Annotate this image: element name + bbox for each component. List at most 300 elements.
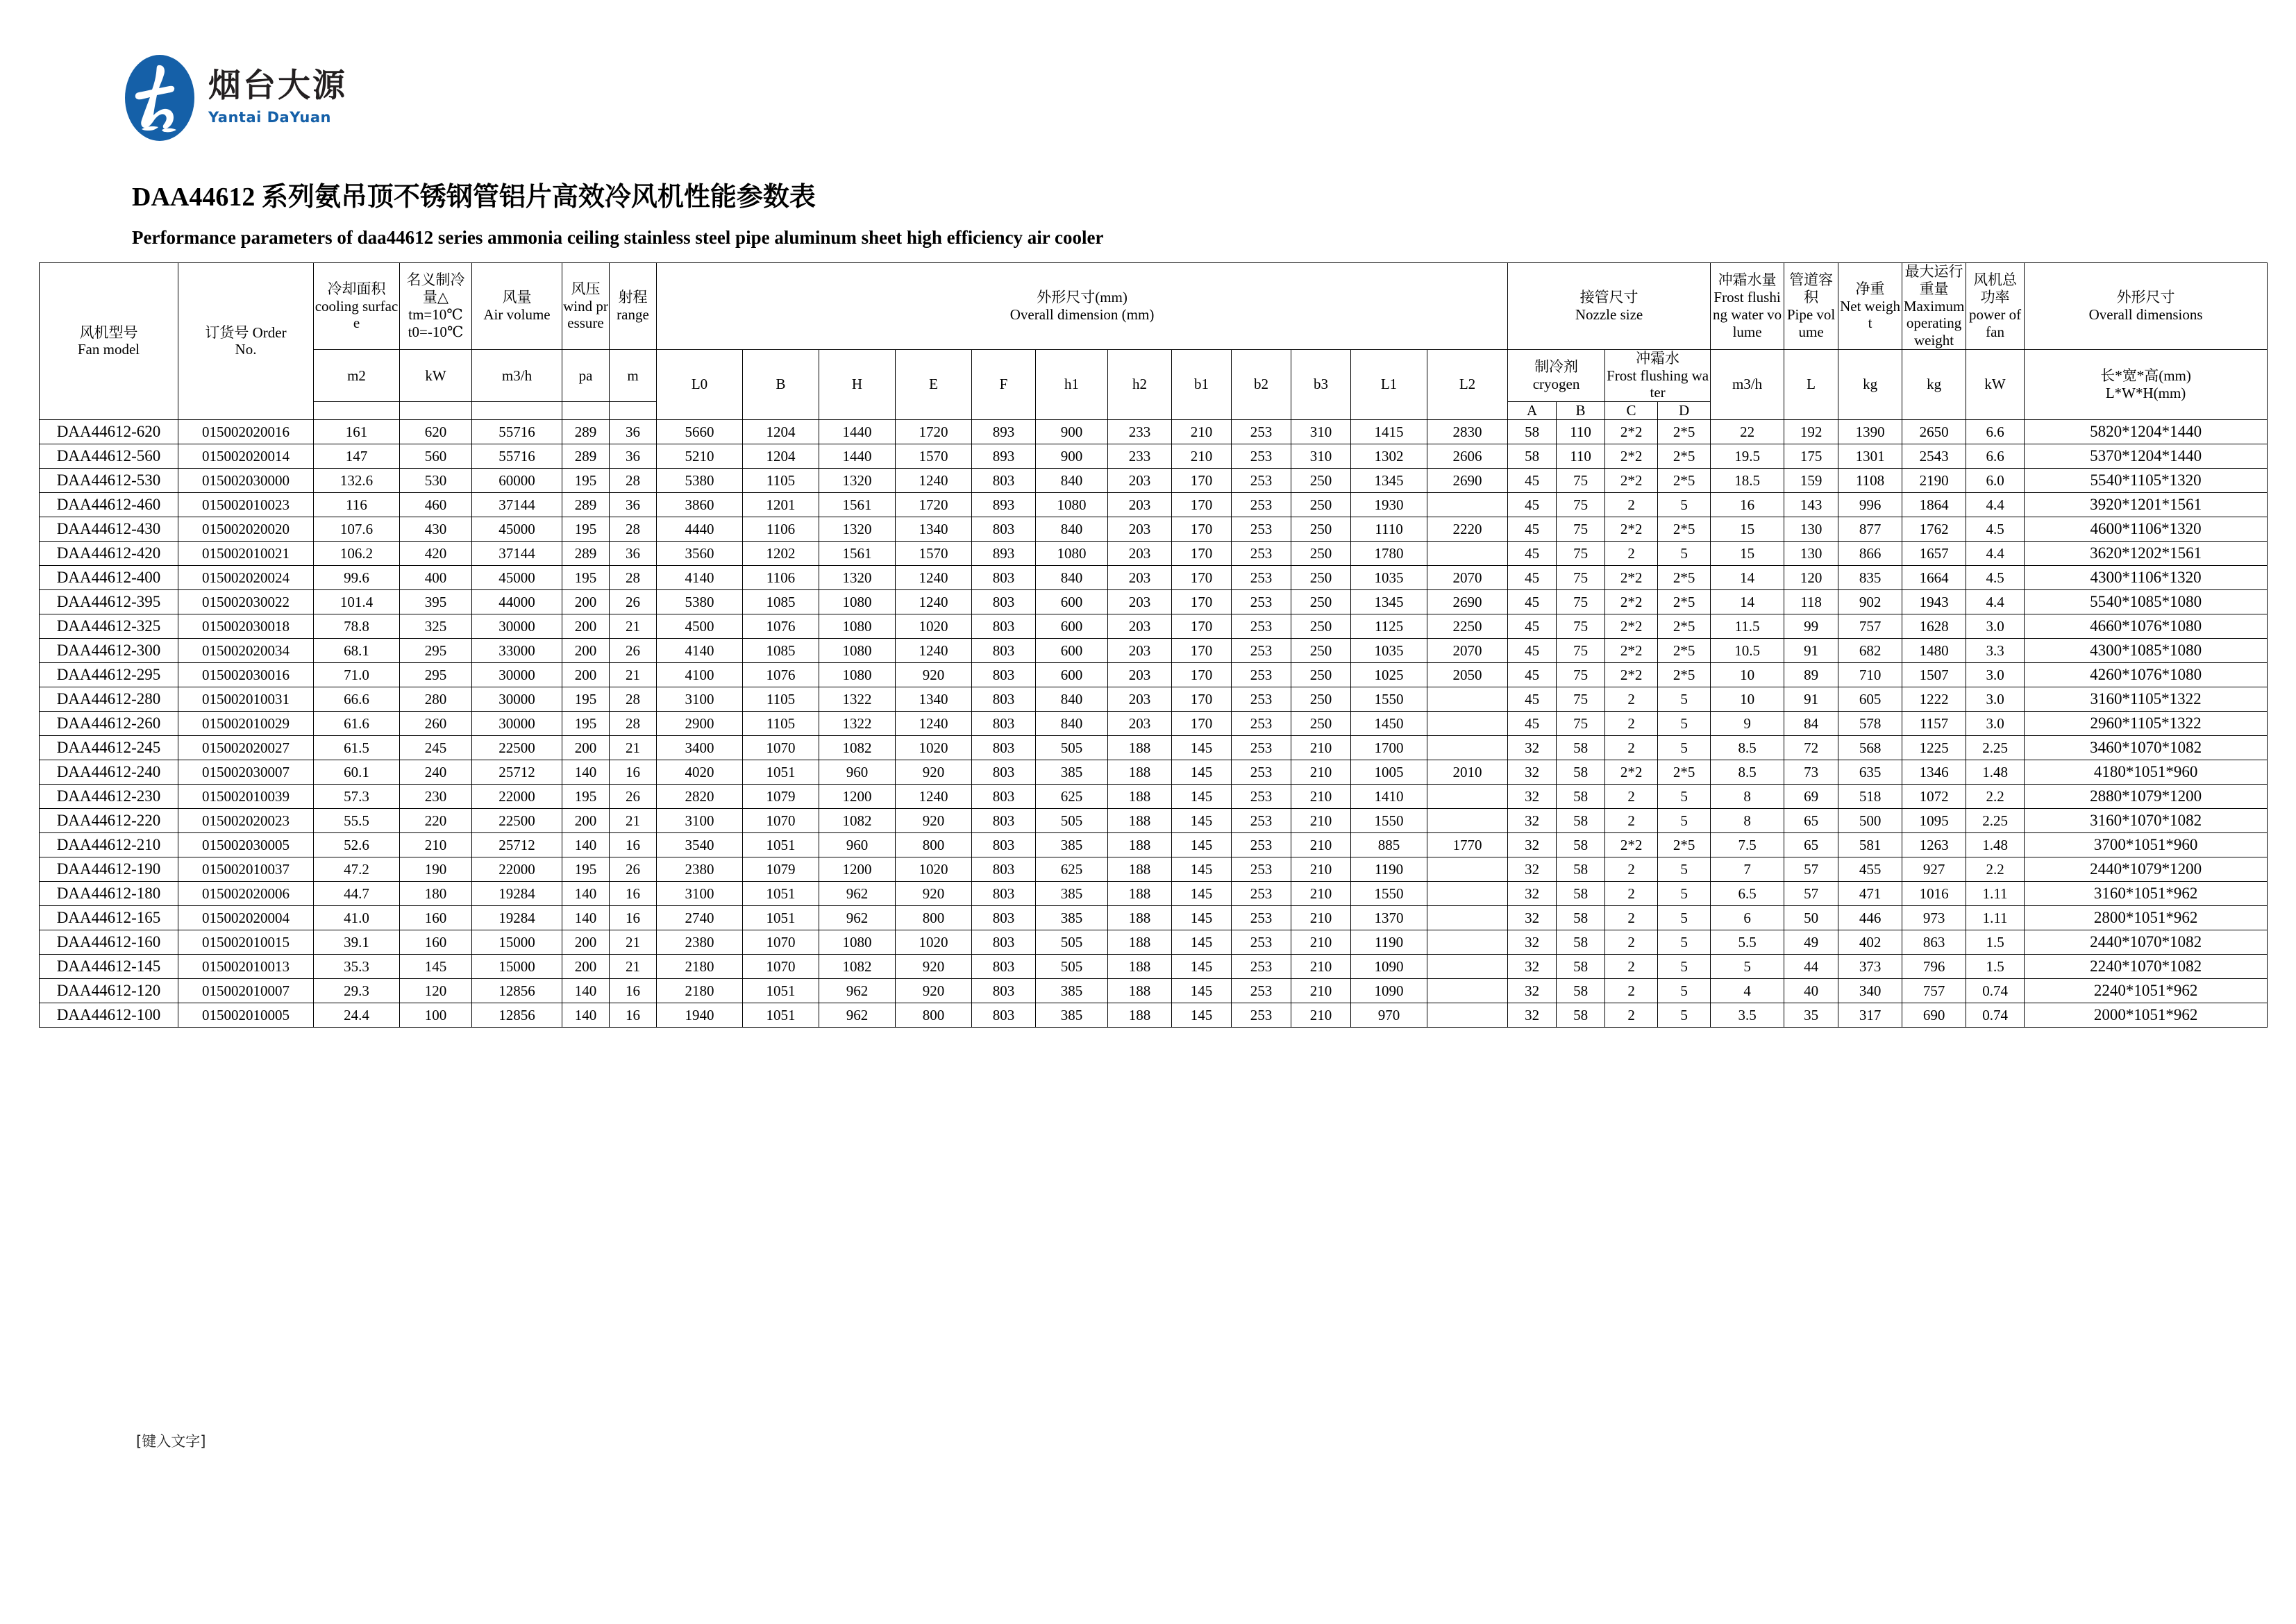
cell-h1: 840 [1036, 711, 1108, 735]
cell-fan-model: DAA44612-260 [40, 711, 178, 735]
cell-cooling-surface: 61.5 [314, 735, 400, 760]
cell-E: 800 [896, 905, 972, 930]
cell-nozzle-C: 2 [1605, 954, 1658, 978]
cell-overall-dimensions: 3920*1201*1561 [2025, 492, 2268, 517]
cell-nozzle-B: 58 [1557, 784, 1605, 808]
cell-order-no: 015002020006 [178, 881, 314, 905]
cell-fan-power: 2.2 [1966, 857, 2025, 881]
cell-L0: 4440 [657, 517, 743, 541]
cell-h1: 900 [1036, 419, 1108, 444]
frost-water-en: Frost flushing water [1607, 367, 1709, 401]
cell-F: 803 [972, 1003, 1036, 1027]
cell-wind-pressure: 200 [562, 808, 610, 832]
cell-pipe-volume: 69 [1784, 784, 1838, 808]
col-overall-dimensions [2025, 263, 2268, 350]
cell-range: 21 [610, 930, 657, 954]
cell-pipe-volume: 65 [1784, 832, 1838, 857]
table-body [40, 419, 2268, 1027]
cell-frost-water-volume: 8.5 [1711, 760, 1784, 784]
cell-air-volume: 30000 [472, 711, 562, 735]
cell-F: 803 [972, 638, 1036, 662]
table-row [40, 1003, 2268, 1027]
cell-frost-water-volume: 15 [1711, 517, 1784, 541]
table-row [40, 978, 2268, 1003]
cell-fan-power: 1.5 [1966, 930, 2025, 954]
cell-fan-power: 6.6 [1966, 419, 2025, 444]
cell-air-volume: 12856 [472, 1003, 562, 1027]
cell-E: 1570 [896, 444, 972, 468]
cell-h1: 505 [1036, 808, 1108, 832]
cell-fan-model: DAA44612-325 [40, 614, 178, 638]
cell-wind-pressure: 140 [562, 905, 610, 930]
cell-nozzle-C: 2*2 [1605, 419, 1658, 444]
cell-F: 803 [972, 930, 1036, 954]
cell-nominal-capacity: 220 [400, 808, 472, 832]
cell-nominal-capacity: 400 [400, 565, 472, 589]
cell-nozzle-A: 45 [1508, 711, 1557, 735]
dayuan-logo-icon [124, 54, 196, 142]
cell-order-no: 015002030000 [178, 468, 314, 492]
cell-overall-dimensions: 2240*1070*1082 [2025, 954, 2268, 978]
cell-nominal-capacity: 295 [400, 662, 472, 687]
table-row [40, 760, 2268, 784]
cell-L0: 3860 [657, 492, 743, 517]
table-row [40, 589, 2268, 614]
cell-h2: 203 [1108, 614, 1172, 638]
cell-frost-water-volume: 22 [1711, 419, 1784, 444]
cell-frost-water-volume: 9 [1711, 711, 1784, 735]
subcol-h1: h1 [1036, 349, 1108, 419]
cell-L2: 2010 [1427, 760, 1508, 784]
cell-E: 1240 [896, 711, 972, 735]
cell-frost-water-volume: 7.5 [1711, 832, 1784, 857]
cell-b1: 145 [1172, 881, 1232, 905]
fan-power-en: power of fan [1968, 305, 2022, 340]
cell-max-operating-weight: 1157 [1902, 711, 1966, 735]
cell-range: 36 [610, 492, 657, 517]
overall-dimension-cn: 外形尺寸(mm) [1037, 289, 1128, 306]
cell-E: 920 [896, 954, 972, 978]
cell-overall-dimensions: 4300*1085*1080 [2025, 638, 2268, 662]
cell-order-no: 015002020004 [178, 905, 314, 930]
cell-nozzle-B: 58 [1557, 905, 1605, 930]
cell-frost-water-volume: 5 [1711, 954, 1784, 978]
cell-b2: 253 [1232, 881, 1291, 905]
cell-nozzle-B: 75 [1557, 589, 1605, 614]
cell-frost-water-volume: 5.5 [1711, 930, 1784, 954]
cell-order-no: 015002010031 [178, 687, 314, 711]
cell-range: 28 [610, 468, 657, 492]
cell-fan-model: DAA44612-295 [40, 662, 178, 687]
cell-L2: 2070 [1427, 638, 1508, 662]
cell-nozzle-A: 32 [1508, 832, 1557, 857]
cell-H: 962 [819, 1003, 896, 1027]
col-frost-water-volume [1711, 263, 1784, 350]
cell-nozzle-A: 32 [1508, 881, 1557, 905]
cell-b3: 210 [1291, 784, 1351, 808]
cell-b2: 253 [1232, 905, 1291, 930]
cell-B: 1070 [743, 735, 819, 760]
col-overall-dimension-group [657, 263, 1508, 350]
cell-air-volume: 22500 [472, 735, 562, 760]
cell-nominal-capacity: 120 [400, 978, 472, 1003]
unit-overall-dimensions-en: L*W*H(mm) [2105, 384, 2186, 401]
cell-order-no: 015002010023 [178, 492, 314, 517]
cell-b2: 253 [1232, 832, 1291, 857]
net-weight-en: Net weight [1840, 297, 1901, 332]
cell-b3: 250 [1291, 517, 1351, 541]
cell-L1: 885 [1351, 832, 1427, 857]
table-row [40, 711, 2268, 735]
cell-F: 803 [972, 565, 1036, 589]
cell-air-volume: 55716 [472, 419, 562, 444]
cell-nozzle-C: 2*2 [1605, 760, 1658, 784]
cell-nozzle-D: 5 [1658, 954, 1711, 978]
cell-L0: 2380 [657, 857, 743, 881]
cell-fan-model: DAA44612-400 [40, 565, 178, 589]
cell-b3: 210 [1291, 857, 1351, 881]
cell-E: 1340 [896, 687, 972, 711]
cell-b1: 170 [1172, 468, 1232, 492]
table-row [40, 468, 2268, 492]
cell-B: 1085 [743, 589, 819, 614]
cell-nozzle-B: 58 [1557, 1003, 1605, 1027]
cell-range: 28 [610, 517, 657, 541]
subcol-b1: b1 [1172, 349, 1232, 419]
cell-max-operating-weight: 1762 [1902, 517, 1966, 541]
cell-h2: 188 [1108, 930, 1172, 954]
cell-order-no: 015002030018 [178, 614, 314, 638]
cell-fan-model: DAA44612-280 [40, 687, 178, 711]
cell-cooling-surface: 132.6 [314, 468, 400, 492]
brand-name-en: Yantai DaYuan [208, 109, 331, 126]
cell-overall-dimensions: 3160*1105*1322 [2025, 687, 2268, 711]
cell-frost-water-volume: 10.5 [1711, 638, 1784, 662]
frost-water-volume-cn: 冲霜水量 [1718, 271, 1777, 289]
cell-F: 803 [972, 832, 1036, 857]
cell-nozzle-C: 2 [1605, 808, 1658, 832]
cell-fan-power: 4.4 [1966, 541, 2025, 565]
cell-L1: 1125 [1351, 614, 1427, 638]
cell-nozzle-A: 58 [1508, 444, 1557, 468]
brand-name-cn: 烟台大源 [208, 67, 347, 105]
cell-B: 1202 [743, 541, 819, 565]
cell-range: 36 [610, 444, 657, 468]
cell-F: 803 [972, 589, 1036, 614]
cell-air-volume: 15000 [472, 954, 562, 978]
cell-overall-dimensions: 4600*1106*1320 [2025, 517, 2268, 541]
cell-max-operating-weight: 1480 [1902, 638, 1966, 662]
cell-E: 920 [896, 808, 972, 832]
cell-nozzle-A: 32 [1508, 954, 1557, 978]
cell-overall-dimensions: 3700*1051*960 [2025, 832, 2268, 857]
cell-nozzle-B: 110 [1557, 444, 1605, 468]
cell-h2: 188 [1108, 905, 1172, 930]
cell-net-weight: 317 [1838, 1003, 1902, 1027]
cell-b2: 253 [1232, 638, 1291, 662]
cell-L0: 2180 [657, 978, 743, 1003]
cell-cooling-surface: 24.4 [314, 1003, 400, 1027]
cell-nominal-capacity: 160 [400, 905, 472, 930]
cell-wind-pressure: 200 [562, 614, 610, 638]
cell-F: 803 [972, 784, 1036, 808]
cell-net-weight: 1301 [1838, 444, 1902, 468]
col-cooling-surface-en: cooling surface [315, 297, 399, 332]
cell-frost-water-volume: 18.5 [1711, 468, 1784, 492]
cell-net-weight: 340 [1838, 978, 1902, 1003]
col-cooling-surface [314, 263, 400, 350]
cell-fan-model: DAA44612-100 [40, 1003, 178, 1027]
cell-B: 1085 [743, 638, 819, 662]
cell-pipe-volume: 49 [1784, 930, 1838, 954]
cell-nozzle-B: 58 [1557, 881, 1605, 905]
cell-L1: 1190 [1351, 930, 1427, 954]
cell-b3: 310 [1291, 419, 1351, 444]
cell-cooling-surface: 68.1 [314, 638, 400, 662]
cell-b2: 253 [1232, 784, 1291, 808]
cell-fan-power: 4.4 [1966, 589, 2025, 614]
cell-b2: 253 [1232, 857, 1291, 881]
cell-b3: 250 [1291, 468, 1351, 492]
cell-frost-water-volume: 7 [1711, 857, 1784, 881]
cell-fan-model: DAA44612-460 [40, 492, 178, 517]
cell-nozzle-D: 5 [1658, 784, 1711, 808]
cell-h1: 385 [1036, 905, 1108, 930]
cell-b2: 253 [1232, 930, 1291, 954]
cell-b3: 210 [1291, 954, 1351, 978]
cell-air-volume: 25712 [472, 760, 562, 784]
cell-fan-power: 2.25 [1966, 735, 2025, 760]
cell-E: 1570 [896, 541, 972, 565]
cell-h2: 203 [1108, 517, 1172, 541]
nozzle-size-en: Nozzle size [1575, 305, 1643, 323]
cell-max-operating-weight: 1225 [1902, 735, 1966, 760]
cell-max-operating-weight: 973 [1902, 905, 1966, 930]
cell-L1: 1190 [1351, 857, 1427, 881]
cell-range: 36 [610, 419, 657, 444]
cell-air-volume: 22000 [472, 857, 562, 881]
cell-E: 920 [896, 978, 972, 1003]
cell-max-operating-weight: 1095 [1902, 808, 1966, 832]
cell-max-operating-weight: 796 [1902, 954, 1966, 978]
cell-cooling-surface: 61.6 [314, 711, 400, 735]
page-title-en: Performance parameters of daa44612 series ammonia ceiling stainless steel pipe aluminum sheet high efficiency air cooler [132, 227, 1104, 248]
cell-max-operating-weight: 1346 [1902, 760, 1966, 784]
cell-air-volume: 44000 [472, 589, 562, 614]
cell-nozzle-A: 32 [1508, 978, 1557, 1003]
cell-max-operating-weight: 927 [1902, 857, 1966, 881]
cell-b1: 145 [1172, 735, 1232, 760]
cell-b2: 253 [1232, 614, 1291, 638]
cell-cooling-surface: 55.5 [314, 808, 400, 832]
cell-E: 1240 [896, 468, 972, 492]
cell-fan-model: DAA44612-220 [40, 808, 178, 832]
cell-h1: 625 [1036, 784, 1108, 808]
cell-L2 [1427, 735, 1508, 760]
cell-E: 1340 [896, 517, 972, 541]
cell-nozzle-D: 2*5 [1658, 614, 1711, 638]
cell-b2: 253 [1232, 468, 1291, 492]
cell-L2 [1427, 784, 1508, 808]
cell-L1: 1302 [1351, 444, 1427, 468]
cell-nozzle-B: 58 [1557, 978, 1605, 1003]
cell-pipe-volume: 50 [1784, 905, 1838, 930]
table-row [40, 517, 2268, 541]
cell-range: 36 [610, 541, 657, 565]
cell-air-volume: 19284 [472, 881, 562, 905]
cell-nozzle-D: 5 [1658, 808, 1711, 832]
cell-L0: 3560 [657, 541, 743, 565]
cell-h1: 505 [1036, 930, 1108, 954]
cell-F: 803 [972, 760, 1036, 784]
table-row [40, 784, 2268, 808]
table-row [40, 444, 2268, 468]
cell-nozzle-B: 75 [1557, 492, 1605, 517]
cell-nozzle-D: 2*5 [1658, 517, 1711, 541]
cell-F: 893 [972, 419, 1036, 444]
cell-nozzle-B: 75 [1557, 687, 1605, 711]
cell-air-volume: 22000 [472, 784, 562, 808]
cell-frost-water-volume: 10 [1711, 662, 1784, 687]
table-header [40, 263, 2268, 420]
cell-H: 1080 [819, 614, 896, 638]
cell-cooling-surface: 60.1 [314, 760, 400, 784]
cell-L0: 2900 [657, 711, 743, 735]
cell-nominal-capacity: 560 [400, 444, 472, 468]
cell-nozzle-C: 2*2 [1605, 638, 1658, 662]
cell-F: 893 [972, 492, 1036, 517]
subcol-b2: b2 [1232, 349, 1291, 419]
cell-net-weight: 605 [1838, 687, 1902, 711]
cell-B: 1079 [743, 857, 819, 881]
cell-order-no: 015002020024 [178, 565, 314, 589]
unit-net-weight: kg [1838, 349, 1902, 419]
cell-wind-pressure: 289 [562, 492, 610, 517]
unit-wind-pressure: pa [562, 349, 610, 401]
col-wind-pressure-cn: 风压 [571, 280, 601, 297]
cell-fan-model: DAA44612-120 [40, 978, 178, 1003]
cell-nozzle-D: 5 [1658, 492, 1711, 517]
cell-air-volume: 19284 [472, 905, 562, 930]
cell-H: 1080 [819, 930, 896, 954]
cell-max-operating-weight: 2650 [1902, 419, 1966, 444]
cell-nozzle-B: 75 [1557, 517, 1605, 541]
cell-wind-pressure: 195 [562, 711, 610, 735]
cell-nozzle-B: 58 [1557, 760, 1605, 784]
subcol-B: B [743, 349, 819, 419]
cell-b1: 145 [1172, 857, 1232, 881]
unit-air-volume-spacer [472, 402, 562, 420]
cell-net-weight: 996 [1838, 492, 1902, 517]
cell-H: 1082 [819, 954, 896, 978]
cell-nominal-capacity: 620 [400, 419, 472, 444]
cell-b2: 253 [1232, 444, 1291, 468]
cell-E: 1020 [896, 930, 972, 954]
cell-E: 1240 [896, 565, 972, 589]
cell-h2: 203 [1108, 492, 1172, 517]
cell-wind-pressure: 200 [562, 589, 610, 614]
cell-frost-water-volume: 8 [1711, 784, 1784, 808]
col-cooling-surface-cn: 冷却面积 [327, 280, 386, 297]
cell-pipe-volume: 143 [1784, 492, 1838, 517]
cell-L1: 1550 [1351, 808, 1427, 832]
subcol-b3: b3 [1291, 349, 1351, 419]
cell-pipe-volume: 130 [1784, 517, 1838, 541]
cell-nozzle-C: 2*2 [1605, 832, 1658, 857]
cell-nozzle-C: 2 [1605, 492, 1658, 517]
cell-max-operating-weight: 1943 [1902, 589, 1966, 614]
subcol-h2: h2 [1108, 349, 1172, 419]
cell-overall-dimensions: 3460*1070*1082 [2025, 735, 2268, 760]
cell-nozzle-D: 2*5 [1658, 589, 1711, 614]
cell-nozzle-D: 2*5 [1658, 760, 1711, 784]
cell-h2: 203 [1108, 589, 1172, 614]
cell-F: 803 [972, 978, 1036, 1003]
cell-h1: 385 [1036, 881, 1108, 905]
cell-b1: 145 [1172, 954, 1232, 978]
cell-B: 1105 [743, 711, 819, 735]
cell-net-weight: 877 [1838, 517, 1902, 541]
cell-H: 1080 [819, 589, 896, 614]
cell-L0: 2180 [657, 954, 743, 978]
cell-b2: 253 [1232, 760, 1291, 784]
cell-b3: 210 [1291, 832, 1351, 857]
cell-fan-power: 1.11 [1966, 905, 2025, 930]
cell-b3: 250 [1291, 589, 1351, 614]
cell-b1: 170 [1172, 687, 1232, 711]
cell-nozzle-D: 2*5 [1658, 662, 1711, 687]
cell-wind-pressure: 200 [562, 638, 610, 662]
col-air-volume-en: Air volume [483, 305, 551, 323]
table-row [40, 930, 2268, 954]
cell-h2: 188 [1108, 978, 1172, 1003]
col-range-en: range [617, 305, 649, 323]
col-order-no-cn: 订货号 Order [205, 324, 287, 341]
cell-max-operating-weight: 2543 [1902, 444, 1966, 468]
cell-H: 1080 [819, 662, 896, 687]
cell-B: 1079 [743, 784, 819, 808]
cell-H: 962 [819, 881, 896, 905]
cell-wind-pressure: 195 [562, 687, 610, 711]
cryogen-cn: 制冷剂 [1534, 358, 1579, 376]
cell-pipe-volume: 72 [1784, 735, 1838, 760]
cell-nozzle-B: 75 [1557, 541, 1605, 565]
table-row [40, 492, 2268, 517]
cell-max-operating-weight: 1072 [1902, 784, 1966, 808]
cell-h1: 385 [1036, 760, 1108, 784]
table-row [40, 735, 2268, 760]
cell-b3: 310 [1291, 444, 1351, 468]
cell-air-volume: 30000 [472, 662, 562, 687]
fan-power-cn: 风机总功率 [1973, 271, 2018, 306]
cell-pipe-volume: 84 [1784, 711, 1838, 735]
cell-L2 [1427, 492, 1508, 517]
cell-nozzle-C: 2 [1605, 735, 1658, 760]
cell-nozzle-A: 32 [1508, 735, 1557, 760]
cell-h2: 188 [1108, 784, 1172, 808]
cell-h2: 233 [1108, 419, 1172, 444]
cell-H: 1322 [819, 687, 896, 711]
cell-fan-power: 1.48 [1966, 832, 2025, 857]
cell-F: 803 [972, 517, 1036, 541]
cell-frost-water-volume: 6 [1711, 905, 1784, 930]
cell-nozzle-B: 58 [1557, 832, 1605, 857]
cell-B: 1204 [743, 419, 819, 444]
cell-L1: 1780 [1351, 541, 1427, 565]
cell-fan-power: 6.6 [1966, 444, 2025, 468]
cell-range: 21 [610, 954, 657, 978]
cell-wind-pressure: 200 [562, 954, 610, 978]
